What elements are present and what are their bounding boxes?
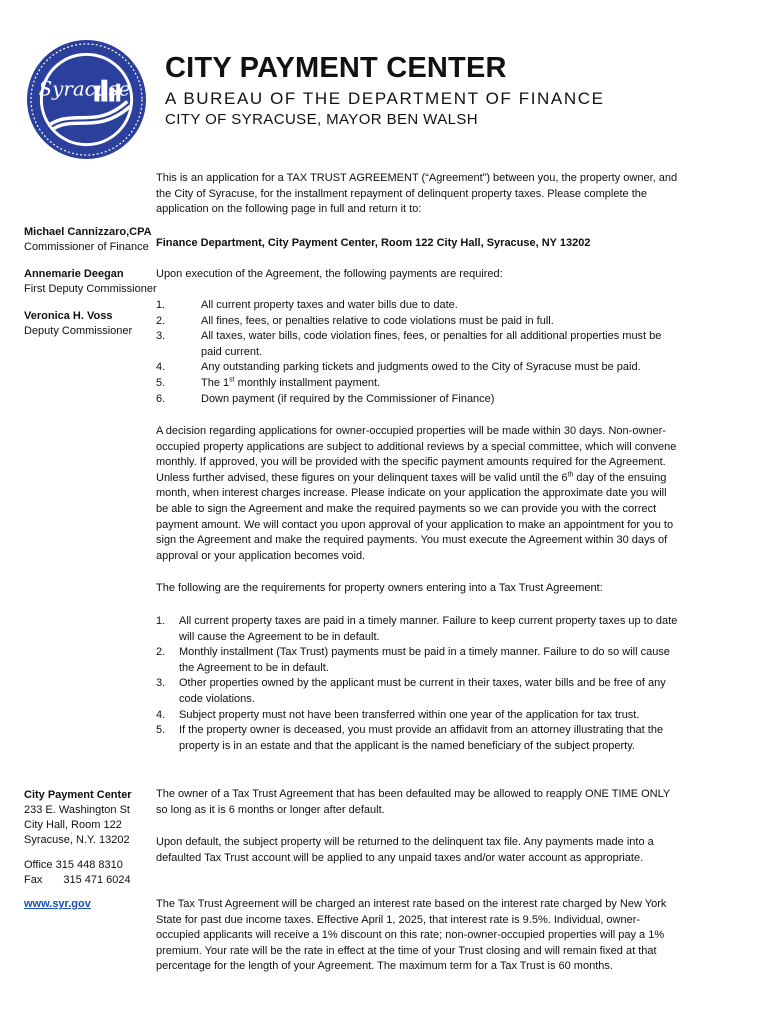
list-item: 5. If the property owner is deceased, you must provide an affidavit from an attorney illustrating that the property is in an estate and that the applicant is the named beneficiary of the subject property. [156, 724, 664, 752]
return-address: Finance Department, City Payment Center, Room 122 City Hall, Syracuse, NY 13202 [156, 237, 591, 249]
staff-first-deputy [24, 267, 157, 297]
intro-paragraph [156, 171, 678, 218]
staff-role: Commissioner of Finance [24, 241, 149, 253]
fax-number: 315 471 6024 [63, 874, 131, 886]
contact-office-phone: Office 315 448 8310 [24, 859, 123, 871]
bureau-subtitle: A BUREAU OF THE DEPARTMENT OF FINANCE [165, 89, 605, 108]
contact-name: City Payment Center [24, 789, 132, 801]
interest-paragraph: The Tax Trust Agreement will be charged an interest rate based on the interest rate charged by New York State for past due income taxes. Effective April 1, 2025, that interest rate is 9.5%. Individual, owner-occupied applicants will receive a 1% discount on this rate; non-owner-occupied properties will pay a 1% premium. Your rate will be the rate in effect at the time of your Trust closing and will remain fixed at that percentage for the length of your Agreement. The maximum term for a Tax Trust is 60 months. [156, 898, 667, 973]
staff-role: Deputy Commissioner [24, 325, 133, 337]
requirements-intro: The following are the requirements for property owners entering into a Tax Trust Agreement: [156, 582, 603, 594]
decision-paragraph: A decision regarding applications for owner-occupied properties will be made within 30 days. Non-owner-occupied property applications are subject to additional reviews by a special committee, which will convene monthly. If approved, you will be provided with the specific payment amounts required for the Agreement. Unless further advised, these figures on your delinquent taxes will be valid until the 6th day of the ensuing month, when interest charges increase. Please indicate on your application the approximate date you will be able to sign the Agreement and make the required payments so we can provide you with the correct payment amount. We will contact you upon approval of your application to make an appointment for you to sign the Agreement and make the required payments. You must execute the Agreement within 30 days of approval or your application becomes void. [156, 425, 677, 562]
list-item: 3. All taxes, water bills, code violation fines, fees, or penalties for all additional properties must be paid current. [156, 330, 662, 358]
list-item: 4. Subject property must not have been transferred within one year of the application for tax trust. [156, 708, 640, 721]
payments-intro: Upon execution of the Agreement, the following payments are required: [156, 268, 503, 280]
city-subtitle: CITY OF SYRACUSE, MAYOR BEN WALSH [165, 111, 478, 128]
intro-text: This is an application for a TAX TRUST AGREEMENT (“Agreement”) between you, the property owner, and the City of Syracuse, for the installment repayment of delinquent property taxes. Please complete the application on the following page in full and return it to: [156, 172, 678, 216]
staff-name: Veronica H. Voss [24, 310, 113, 322]
staff-name: Annemarie Deegan [24, 268, 124, 280]
list-item: 3. Other properties owned by the applicant must be current in their taxes, water bills and be free of any code violations. [156, 677, 666, 705]
default-return-paragraph: Upon default, the subject property will be returned to the delinquent tax file. Any payments made into a defaulted Tax Trust account will be applied to any unpaid taxes and/or water account as appropriate. [156, 836, 654, 864]
list-item: 1. All current property taxes and water bills due to date. [156, 299, 458, 311]
staff-name: Michael Cannizzaro,CPA [24, 226, 152, 238]
default-reapply-paragraph: The owner of a Tax Trust Agreement that has been defaulted may be allowed to reapply ONE TIME ONLY so long as it is 6 months or longer after default. [156, 788, 671, 816]
staff-deputy [24, 309, 132, 339]
list-item: 2. All fines, fees, or penalties relative to code violations must be paid in full. [156, 314, 554, 327]
contact-block [24, 788, 132, 912]
seal-text: Syracuse [38, 77, 131, 101]
website-link[interactable]: www.syr.gov [24, 898, 91, 910]
list-item: 6. Down payment (if required by the Commissioner of Finance) [156, 392, 495, 405]
city-seal-logo [25, 38, 148, 161]
payments-list [156, 298, 678, 407]
list-item: 2. Monthly installment (Tax Trust) payments must be paid in a timely manner. Failure to do so will cause the Agreement to be in default. [156, 646, 670, 674]
contact-address: 233 E. Washington St [24, 804, 130, 816]
staff-role: First Deputy Commissioner [24, 283, 157, 295]
list-item: 4. Any outstanding parking tickets and judgments owed to the City of Syracuse must be paid. [156, 361, 641, 374]
staff-commissioner [24, 225, 152, 255]
contact-address: Syracuse, N.Y. 13202 [24, 834, 130, 846]
list-item: 1. All current property taxes are paid in a timely manner. Failure to keep current property taxes up to date will cause the Agreement to be in default. [156, 615, 678, 643]
contact-fax [24, 873, 132, 888]
list-item: 5. The 1st monthly installment payment. [156, 376, 381, 389]
contact-address: City Hall, Room 122 [24, 819, 122, 831]
fax-label: Fax [24, 874, 43, 886]
requirements-list [156, 614, 678, 754]
page-title: CITY PAYMENT CENTER [165, 52, 507, 84]
